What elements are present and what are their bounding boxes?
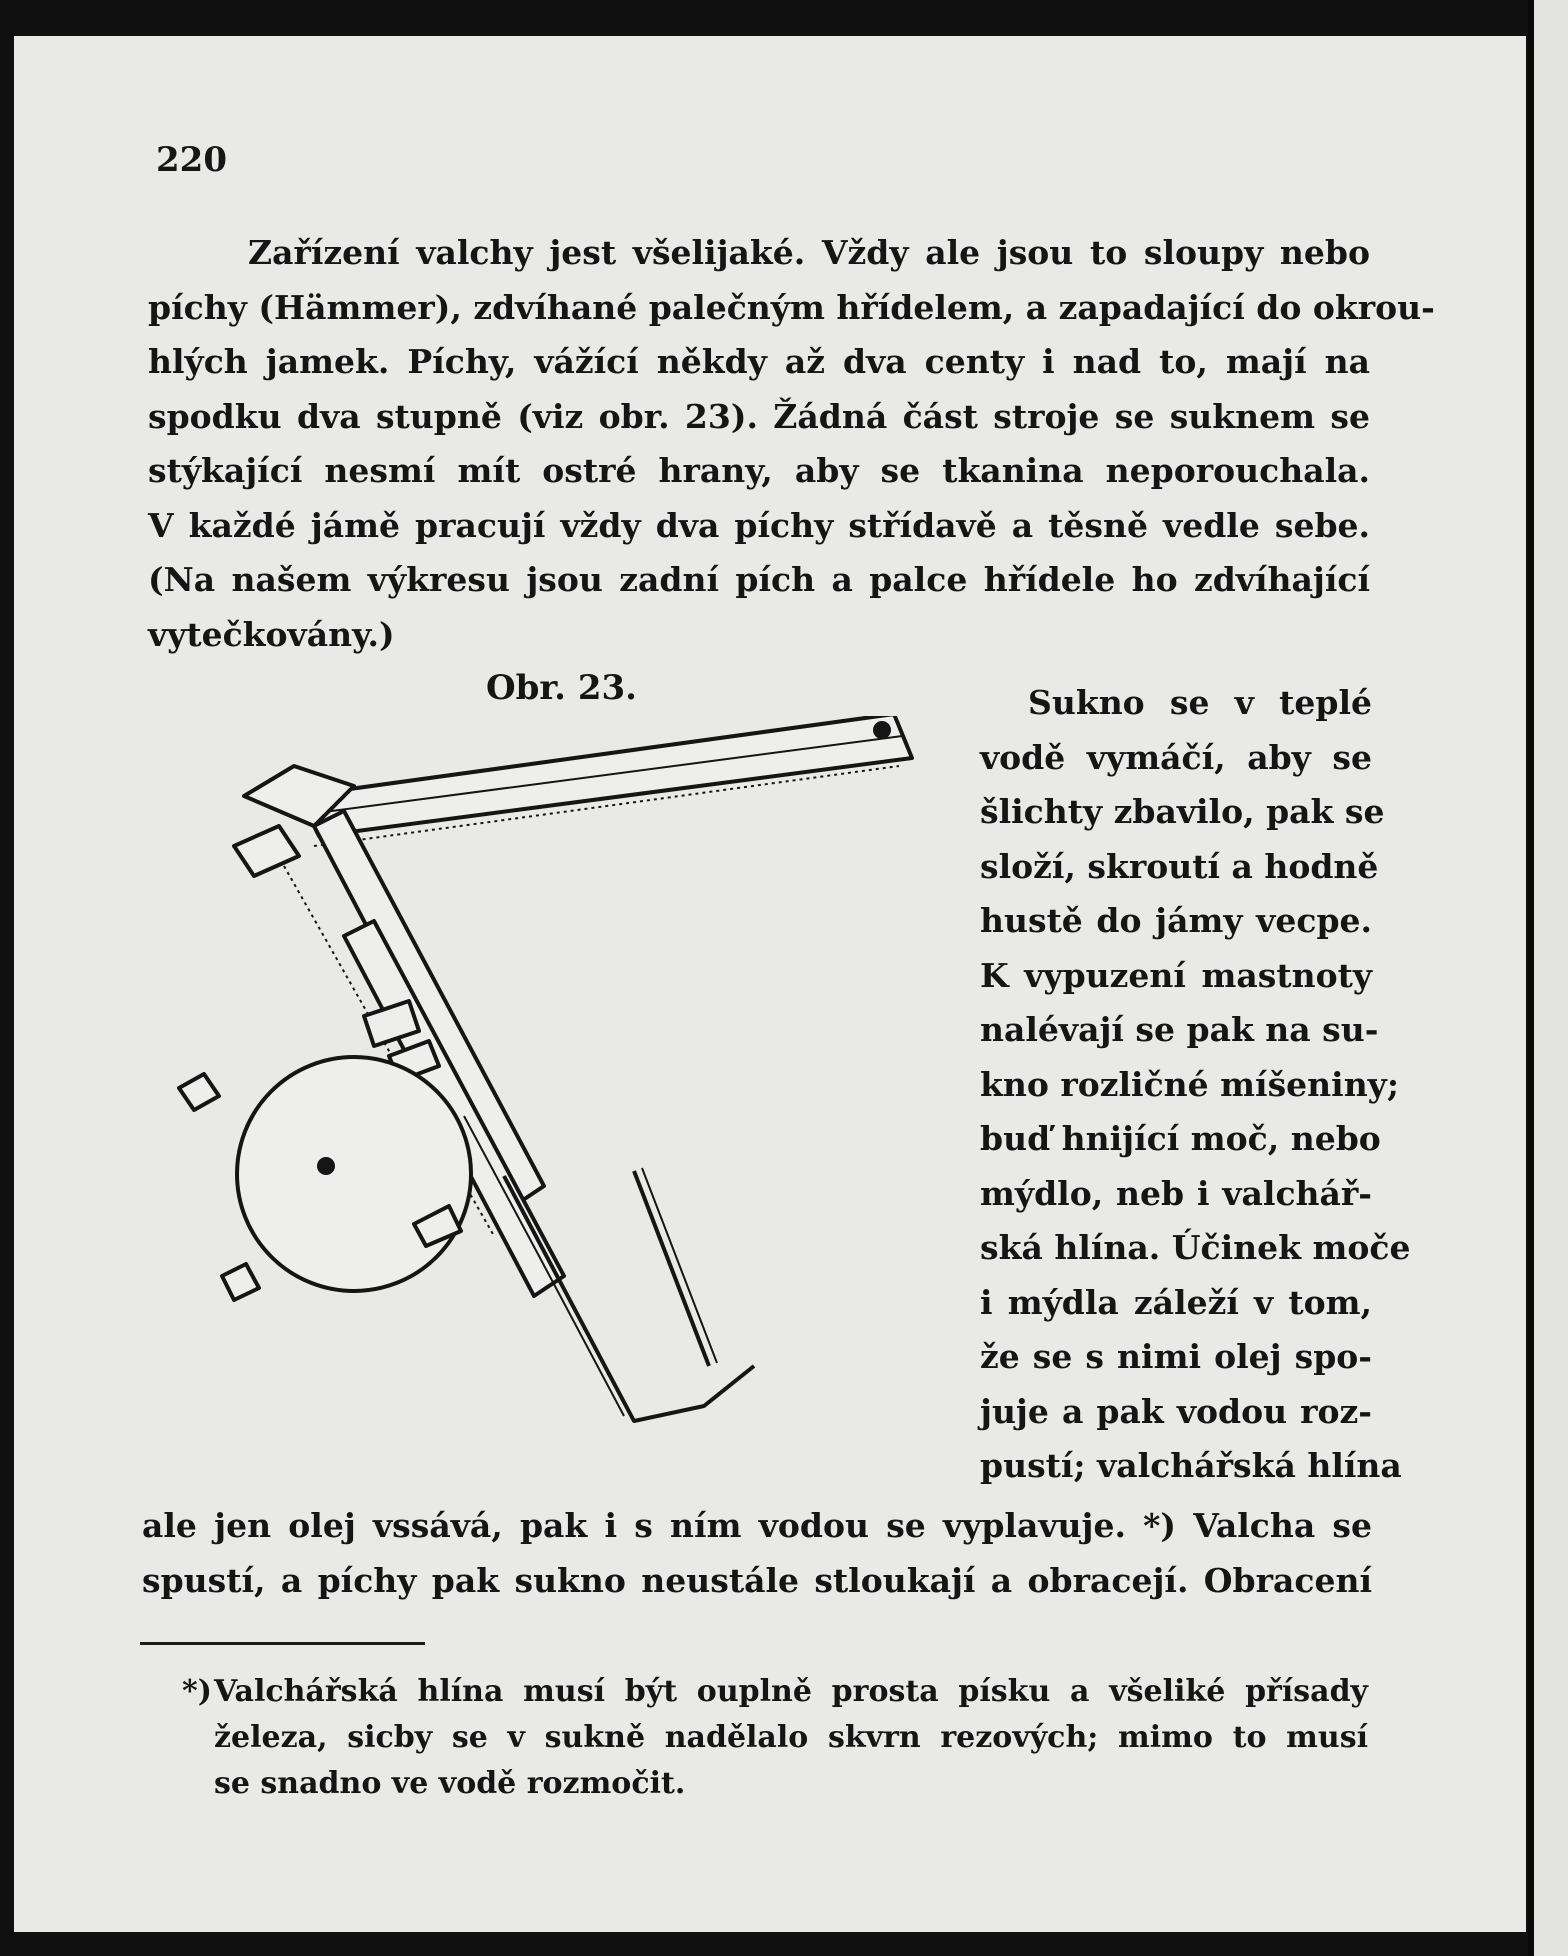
text-line: ale jen olej vssává, pak i s ním vodou se vyplavuje. *) Valcha se: [142, 1506, 1372, 1545]
fulling-mill-figure: [164, 716, 944, 1476]
pit-floor: [464, 1116, 624, 1416]
text-line: ská hlína. Účinek moče: [980, 1228, 1411, 1267]
book-page: [14, 36, 1526, 1932]
footnote-marker: *): [182, 1674, 212, 1709]
text-line: kno rozličné míšeniny;: [980, 1064, 1400, 1104]
text-line: K vypuzení mastnoty: [980, 955, 1372, 995]
text-line: píchy (Hämmer), zdvíhané palečným hřídelem, a zapadající do okrou-: [148, 287, 1435, 327]
text-line: Zařízení valchy jest všelijaké. Vždy ale jsou to sloupy nebo: [248, 233, 1370, 272]
page-number: 220: [156, 140, 227, 180]
footnote-divider: [140, 1642, 425, 1645]
footnote: [182, 1669, 1368, 1807]
text-line: Sukno se v teplé: [1028, 683, 1372, 722]
hammer-step: [234, 826, 299, 876]
text-line: mýdlo, neb i valchář-: [980, 1173, 1372, 1213]
pivot-hole: [875, 723, 889, 737]
text-line: pustí; valchářská hlína: [980, 1446, 1402, 1485]
text-line: juje a pak vodou roz-: [980, 1391, 1372, 1431]
cam-drum: [237, 1057, 471, 1291]
text-line: hlých jamek. Píchy, vážící někdy až dva centy i nad to, mají na: [148, 342, 1370, 381]
drum-axle: [319, 1159, 333, 1173]
pit-back: [634, 1171, 709, 1366]
text-line: šlichty zbavilo, pak se: [980, 792, 1385, 831]
text-line: V každé jámě pracují vždy dva píchy střídavě a těsně vedle sebe.: [148, 505, 1370, 545]
footnote-line: železa, sicby se v sukně nadělalo skvrn rezových; mimo to musí: [214, 1720, 1368, 1755]
drum-cam: [222, 1264, 259, 1300]
text-line: spodku dva stupně (viz obr. 23). Žádná část stroje se suknem se: [148, 396, 1370, 436]
adjacent-page-edge: [1528, 0, 1568, 1956]
footnote-line: Valchářská hlína musí být ouplně prosta písku a všeliké přísady: [214, 1674, 1368, 1709]
paragraph-bottom: [142, 1499, 1372, 1608]
pit-back-inner: [642, 1168, 717, 1363]
text-line: složí, skroutí a hodně: [980, 846, 1379, 886]
text-line: hustě do jámy vecpe.: [980, 901, 1372, 940]
text-line: nalévají se pak na su-: [980, 1010, 1379, 1049]
text-line: (Na našem výkresu jsou zadní pích a palce hřídele ho zdvíhající: [148, 560, 1370, 599]
text-line: spustí, a píchy pak sukno neustále stloukají a obracejí. Obracení: [142, 1560, 1372, 1600]
figure-caption: Obr. 23.: [486, 668, 638, 708]
text-line: buď hnijící moč, nebo: [980, 1119, 1381, 1158]
text-line: že se s nimi olej spo-: [980, 1337, 1372, 1376]
footnote-line: se snadno ve vodě rozmočit.: [214, 1766, 686, 1801]
side-column-text: [980, 676, 1411, 1494]
pit-wall: [504, 1176, 754, 1421]
hammer-arm-inner: [309, 736, 902, 814]
text-line: stýkající nesmí mít ostré hrany, aby se tkanina neporouchala.: [148, 451, 1370, 490]
text-line: vodě vymáčí, aby se: [980, 737, 1372, 777]
paragraph-top: [148, 226, 1435, 662]
text-line: i mýdla záleží v tom,: [980, 1282, 1372, 1322]
text-line: vytečkovány.): [148, 614, 395, 654]
drum-cam: [179, 1074, 219, 1110]
